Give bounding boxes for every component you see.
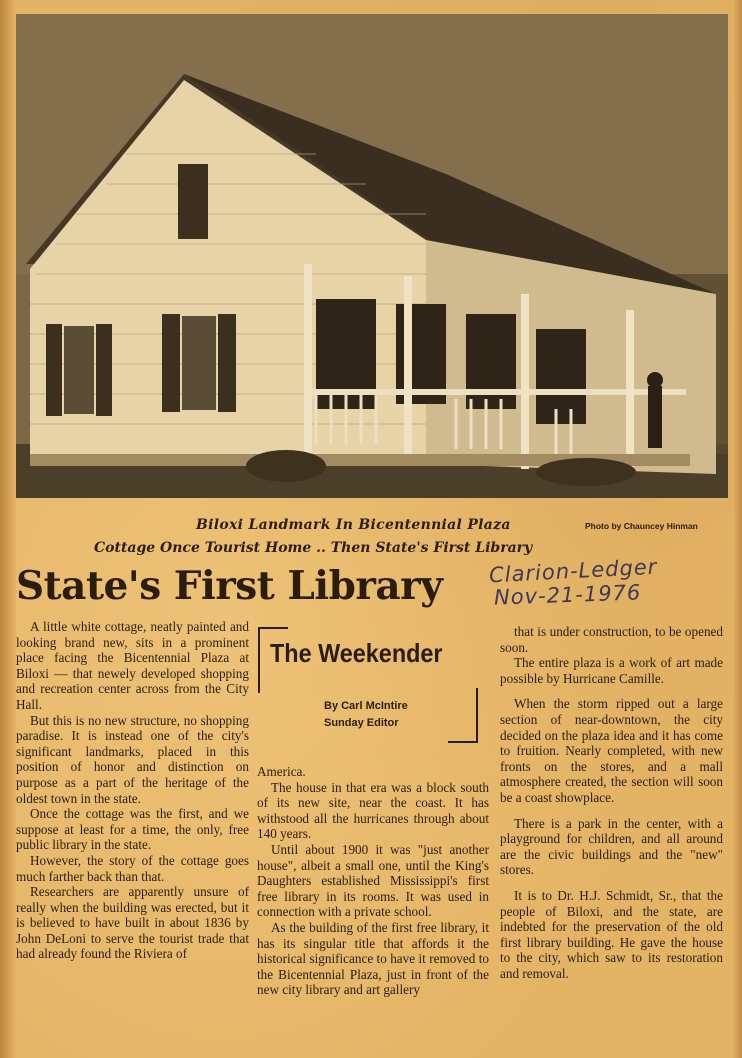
paragraph: There is a park in the center, with a playground for children, and all around are the civic buildings and the "new" stores. bbox=[500, 815, 723, 878]
paragraph: However, the story of the cottage goes much farther back than that. bbox=[16, 852, 249, 884]
photo-subhead: Cottage Once Tourist Home .. Then State's First Library bbox=[94, 540, 533, 556]
article-column-3 bbox=[500, 624, 723, 981]
paper-edge-right bbox=[732, 0, 742, 1058]
paragraph: America. bbox=[257, 764, 306, 779]
cottage-illustration bbox=[16, 14, 728, 498]
headline: State's First Library bbox=[16, 563, 443, 609]
paragraph: Once the cottage was the first, and we suppose at least for a time, the only, free public library in the state. bbox=[16, 806, 249, 853]
column-title: The Weekender bbox=[270, 638, 443, 668]
byline-author: By Carl McIntire bbox=[324, 700, 408, 712]
paragraph: But this is no new structure, no shopping paradise. It is instead one of the city's significant landmarks, placed in this position of honor and distinction on purpose as a part of the heritage of the oldest town in the state. bbox=[16, 712, 249, 806]
paper-edge-left bbox=[0, 0, 16, 1058]
photo-caption: Biloxi Landmark In Bicentennial Plaza bbox=[196, 517, 511, 533]
handwritten-source: Clarion-Ledger bbox=[488, 554, 658, 588]
byline bbox=[324, 698, 408, 732]
column-box-corner-bottom bbox=[448, 741, 478, 743]
byline-title: Sunday Editor bbox=[324, 717, 399, 729]
paragraph: A little white cottage, neatly painted and looking brand new, sits in a prominent place facing the Bicentennial Plaza at Biloxi — that newely developed shopping and recreation center across from the City Hall. bbox=[16, 619, 249, 712]
paragraph: that is under construction, to be opened soon. bbox=[500, 624, 723, 655]
paragraph: The entire plaza is a work of art made possible by Hurricane Camille. bbox=[500, 655, 723, 686]
cottage-photo bbox=[16, 14, 728, 498]
photo-credit: Photo by Chauncey Hinman bbox=[585, 521, 698, 531]
paragraph: When the storm ripped out a large section of near-downtown, the city decided on the plaza idea and it has come to fruition. Nearly completed, with new fronts on the stores, and a mall atmosphere created, the section will soon be a coast showplace. bbox=[500, 696, 723, 805]
paragraph: Researchers are apparently unsure of really when the building was erected, but it is believed to have built in about 1836 by John DeLoni to serve the tourist trade that had already found the Riviera of bbox=[16, 884, 249, 962]
handwritten-date: Nov-21-1976 bbox=[493, 580, 642, 610]
article-column-1 bbox=[16, 619, 249, 962]
paragraph: The house in that era was a block south of its new site, near the coast. It has withstood all the hurricanes through about 140 years. bbox=[257, 779, 489, 842]
paragraph: It is to Dr. H.J. Schmidt, Sr., that the people of Biloxi, and the state, are indebted for the preservation of the old first library building. He gave the house to the city, which saw to its restoration and removal. bbox=[500, 887, 723, 981]
paragraph: Until about 1900 it was "just another house", albeit a small one, until the King's Daughters established Mississippi's first free library in its rooms. It was used in connection with a private school. bbox=[257, 841, 489, 920]
article-column-2 bbox=[257, 764, 489, 998]
paragraph: As the building of the first free library, it has its singular title that affords it the historical significance to have it removed to the Bicentennial Plaza, just in front of the new city library and art gallery bbox=[257, 919, 489, 998]
column-box-edge-left bbox=[258, 628, 260, 693]
column-box-corner-top bbox=[258, 627, 288, 629]
column-box-edge-right bbox=[476, 688, 478, 743]
